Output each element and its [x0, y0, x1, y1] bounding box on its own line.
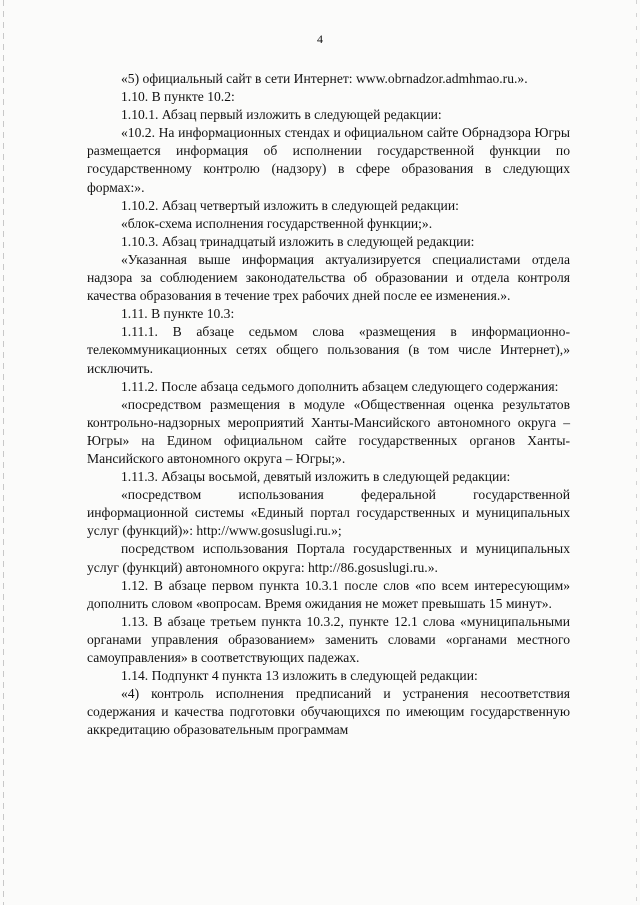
paragraph: 1.10. В пункте 10.2: — [121, 89, 235, 105]
scan-edge-right — [636, 0, 637, 905]
paragraph: «блок-схема исполнения государственной функции;». — [121, 215, 433, 231]
paragraph: 1.11.3. Абзацы восьмой, девятый изложить в следующей редакции: — [121, 469, 511, 485]
paragraph: 1.10.1. Абзац первый изложить в следующей редакции: — [121, 107, 442, 123]
paragraph: 1.10.3. Абзац тринадцатый изложить в следующей редакции: — [121, 233, 475, 249]
document-body — [87, 70, 570, 739]
paragraph: 1.13. В абзаце третьем пункта 10.3.2, пункте 12.1 слова «муниципальными органами управления образованием» заменить словами «органами местного самоуправления» в соответствующих падежах. — [87, 613, 570, 665]
paragraph: «Указанная выше информация актуализируется специалистами отдела надзора за соблюдением законодательства об образовании и отдела контроля качества образования в течение трех рабочих дней после ее изменения.». — [87, 251, 570, 304]
paragraph: 1.12. В абзаце первом пункта 10.3.1 после слов «по всем интересующим» дополнить словом «вопросам. Время ожидания не может превышать 15 минут». — [87, 577, 570, 611]
paragraph: 1.10.2. Абзац четвертый изложить в следующей редакции: — [121, 197, 459, 213]
paragraph: «10.2. На информационных стендах и официальном сайте Обрнадзора Югры размещается информация об исполнении государственной функции по государственному контролю (надзору) в сфере образования в следующих формах:». — [87, 125, 570, 195]
paragraph: посредством использования Портала государственных и муниципальных услуг (функций) автономного округа: http://86.gosuslugi.ru.». — [87, 541, 570, 575]
paragraph: 1.11. В пункте 10.3: — [121, 306, 235, 322]
paragraph: «5) официальный сайт в сети Интернет: www.obrnadzor.admhmao.ru.». — [121, 71, 528, 86]
paragraph: «посредством размещения в модуле «Общественная оценка результатов контрольно-надзорных мероприятий Ханты-Мансийского автономного округа – Югры» на Едином официальном сайте государственных органов Ханты-Мансийского автономного округа – Югры;». — [87, 396, 570, 466]
paragraph: «4) контроль исполнения предписаний и устранения несоответствия содержания и качества подготовки обучающихся по имеющим государственную аккредитацию образовательным программам — [87, 686, 570, 738]
paragraph: 1.11.2. После абзаца седьмого дополнить абзацем следующего содержания: — [121, 378, 559, 394]
paragraph: 1.14. Подпункт 4 пункта 13 изложить в следующей редакции: — [121, 668, 478, 684]
scan-edge-left — [3, 0, 4, 905]
paragraph: «посредством использования федеральной государственной информационной системы «Единый портал государственных и муниципальных услуг (функций)»: http://www.gosuslugi.ru.»; — [87, 487, 570, 539]
page-number: 4 — [317, 32, 323, 46]
paragraph: 1.11.1. В абзаце седьмом слова «размещения в информационно-телекоммуникационных сетях общего пользования (в том числе Интернет),» исключить. — [87, 324, 570, 376]
